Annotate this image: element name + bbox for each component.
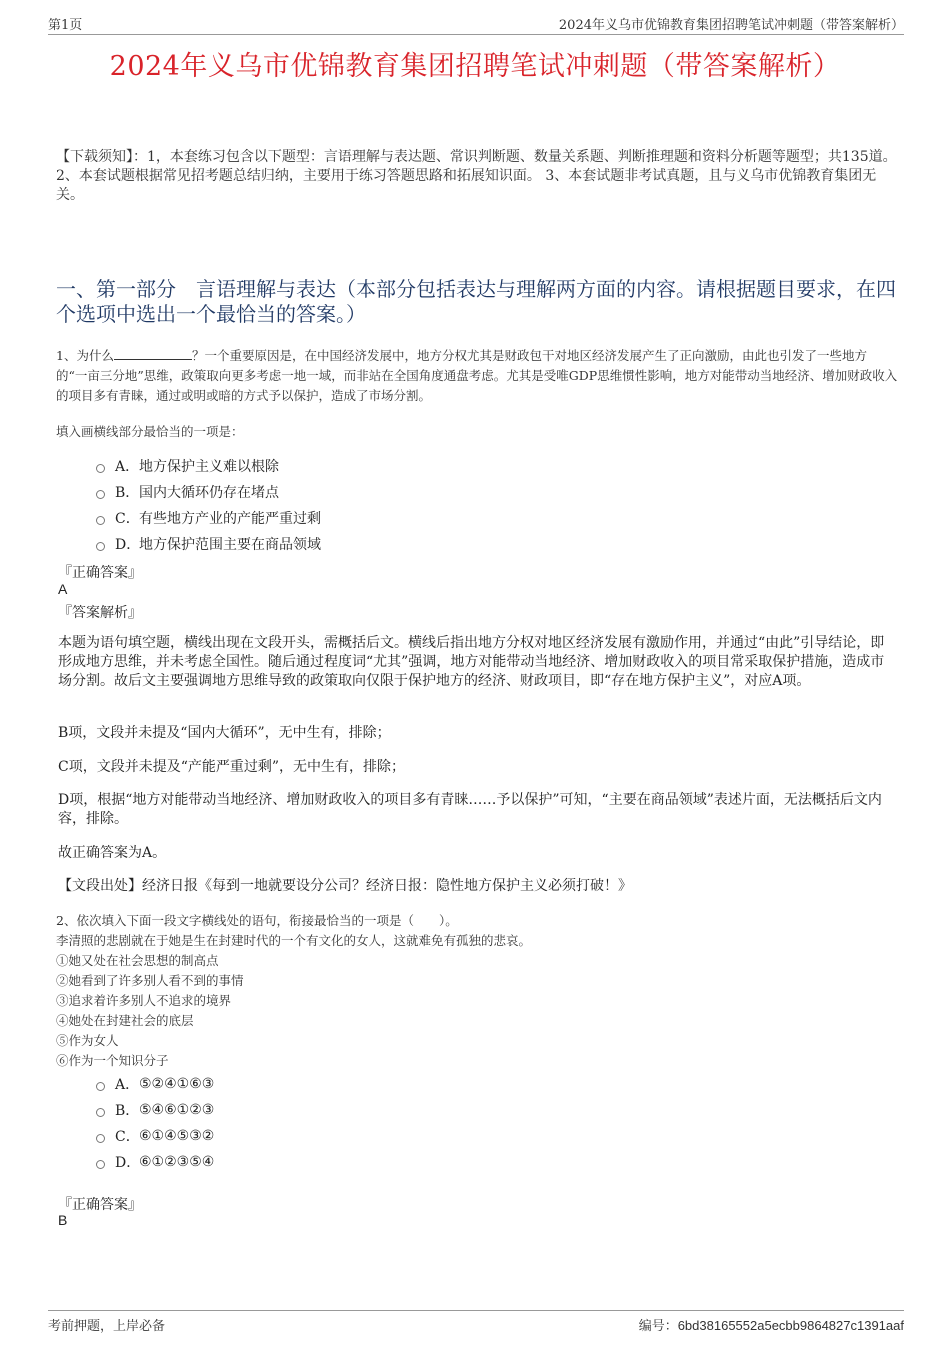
question-2-stem: 2、依次填入下面一段文字横线处的语句，衔接最恰当的一项是（ ）。: [56, 913, 458, 928]
document-code: 编号：6bd38165552a5ecbb9864827c1391aaf: [638, 1318, 904, 1333]
analysis-paragraph: C项，文段并未提及“产能严重过剩”，无中生有，排除；: [58, 759, 406, 775]
list-item: ①她又处在社会思想的制高点: [56, 953, 219, 968]
radio-icon[interactable]: [96, 516, 105, 525]
option-d[interactable]: D． 地方保护范围主要在商品领域: [96, 531, 321, 557]
radio-icon[interactable]: [96, 1082, 105, 1091]
question-1-prefix: 1、为什么: [56, 348, 114, 363]
analysis-paragraph: 故正确答案为A。: [58, 845, 167, 861]
analysis-paragraph: 本题为语句填空题，横线出现在文段开头，需概括后文。横线后指出地方分权对地区经济发展有激励作用，并通过“由此”引导结论，即形成地方思维，并未考虑全国性。随后通过程度词“尤其”强调，地方对能带动当地经济、增加财政收入的项目常采取保护措施，造成市场分割。故后文主要强调地方思维导致的政策取向仅限于保护地方的经济、财政项目，即“存在地方保护主义”，对应A项。: [58, 635, 885, 689]
option-c[interactable]: C． ⑥①④⑤③②: [96, 1123, 214, 1149]
question-2-passage: 李清照的悲剧就在于她是生在封建时代的一个有文化的女人，这就难免有孤独的悲哀。: [56, 933, 532, 948]
question-1-prompt: 填入画横线部分最恰当的一项是：: [56, 424, 244, 439]
list-item: ②她看到了许多别人看不到的事情: [56, 973, 244, 988]
option-a[interactable]: A． 地方保护主义难以根除: [96, 453, 321, 479]
fill-blank: [114, 347, 192, 360]
header-doc-title: 2024年义乌市优锦教育集团招聘笔试冲刺题（带答案解析）: [558, 18, 904, 33]
option-d[interactable]: D． ⑥①②③⑤④: [96, 1149, 214, 1175]
radio-icon[interactable]: [96, 542, 105, 551]
option-b[interactable]: B． 国内大循环仍存在堵点: [96, 479, 321, 505]
page-header: [48, 14, 904, 35]
list-item: ⑤作为女人: [56, 1033, 119, 1048]
radio-icon[interactable]: [96, 490, 105, 499]
answer-value: A: [58, 581, 68, 597]
radio-icon[interactable]: [96, 464, 105, 473]
answer-value: B: [58, 1212, 68, 1228]
list-item: ⑥作为一个知识分子: [56, 1053, 169, 1068]
source-citation: 【文段出处】经济日报《每到一地就要设分公司？经济日报：隐性地方保护主义必须打破！》: [58, 878, 632, 894]
list-item: ③追求着许多别人不追求的境界: [56, 993, 232, 1008]
radio-icon[interactable]: [96, 1134, 105, 1143]
option-c[interactable]: C． 有些地方产业的产能严重过剩: [96, 505, 321, 531]
radio-icon[interactable]: [96, 1108, 105, 1117]
question-1-stem: [56, 346, 898, 406]
section-title: 一、第一部分 言语理解与表达（本部分包括表达与理解两方面的内容。请根据题目要求，在四个选项中选出一个最恰当的答案。）: [56, 277, 896, 326]
question-1-options: [96, 453, 321, 557]
document-title: 2024年义乌市优锦教育集团招聘笔试冲刺题（带答案解析）: [109, 51, 841, 82]
page-footer: [48, 1310, 904, 1335]
page-number: 第1页: [48, 18, 83, 33]
question-2: [56, 911, 898, 1071]
answer-label: 『正确答案』: [58, 1197, 142, 1213]
analysis-label: 『答案解析』: [58, 605, 142, 621]
answer-label: 『正确答案』: [58, 565, 142, 581]
radio-icon[interactable]: [96, 1160, 105, 1169]
option-b[interactable]: B． ⑤④⑥①②③: [96, 1097, 214, 1123]
download-notice: 【下载须知】：1，本套练习包含以下题型：言语理解与表达题、常识判断题、数量关系题、判断推理题和资料分析题等题型；共135道。 2、本套试题根据常见招考题总结归纳，主要用于练习答题思路和拓展知识面。 3、本套试题非考试真题，且与义乌市优锦教育集团无关。: [56, 149, 897, 203]
footer-slogan: 考前押题，上岸必备: [48, 1319, 166, 1334]
question-2-options: [96, 1071, 214, 1175]
list-item: ④她处在封建社会的底层: [56, 1013, 194, 1028]
option-a[interactable]: A． ⑤②④①⑥③: [96, 1071, 214, 1097]
analysis-paragraph: B项，文段并未提及“国内大循环”，无中生有，排除；: [58, 725, 391, 741]
analysis-paragraph: D项，根据“地方对能带动当地经济、增加财政收入的项目多有青睐……予以保护”可知，“主要在商品领域”表述片面，无法概括后文内容，排除。: [58, 792, 882, 827]
question-1-text: ？一个重要原因是，在中国经济发展中，地方分权尤其是财政包干对地区经济发展产生了正向激励，由此也引发了一些地方的“一亩三分地”思维，政策取向更多考虑一地一域，而非站在全国角度通盘考虑。尤其是受唯GDP思维惯性影响，地方对能带动当地经济、增加财政收入的项目多有青睐，通过或明或暗的方式予以保护，造成了市场分割。: [56, 348, 898, 403]
